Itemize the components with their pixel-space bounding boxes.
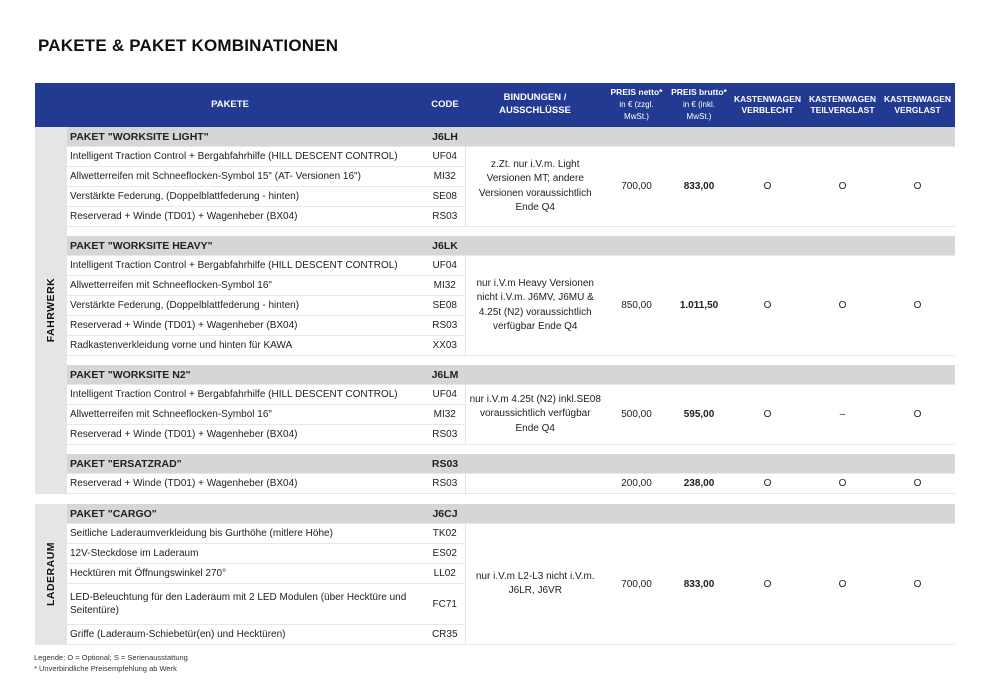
- package-bindings: nur i.V.m L2-L3 nicht i.V.m. J6LR, J6VR: [465, 524, 605, 645]
- price-netto: 500,00: [605, 385, 668, 445]
- item-code: CR35: [425, 625, 465, 645]
- section-label: FAHRWERK: [45, 278, 57, 343]
- item-description: Verstärkte Federung, (Doppelblattfederung - hinten): [67, 296, 425, 316]
- legend-line: Legende: O = Optional; S = Serienausstattung: [34, 653, 188, 662]
- package-header-row: [35, 454, 955, 474]
- price-brutto: 238,00: [668, 474, 730, 494]
- spacer-cell: [35, 494, 955, 505]
- spacer-cell: [67, 356, 955, 366]
- header-kastenwagen-verblecht: KASTENWAGEN VERBLECHT: [730, 83, 805, 127]
- item-description: 12V-Steckdose im Laderaum: [67, 544, 425, 564]
- item-description: Intelligent Traction Control + Bergabfahrhilfe (HILL DESCENT CONTROL): [67, 256, 425, 276]
- package-header-fill: [465, 504, 955, 524]
- package-header-row: [35, 127, 955, 147]
- item-description: Griffe (Laderaum-Schiebetür(en) und Hecktüren): [67, 625, 425, 645]
- package-code: J6LM: [425, 365, 465, 385]
- item-code: RS03: [425, 316, 465, 336]
- item-code: UF04: [425, 256, 465, 276]
- availability-verblecht: O: [730, 474, 805, 494]
- package-code: J6LH: [425, 127, 465, 147]
- price-netto: 850,00: [605, 256, 668, 356]
- availability-verglast: O: [880, 385, 955, 445]
- price-brutto: 1.011,50: [668, 256, 730, 356]
- side-label-fahrwerk: [35, 127, 67, 494]
- package-name: PAKET "ERSATZRAD": [67, 454, 425, 474]
- availability-verglast: O: [880, 147, 955, 227]
- package-header-fill: [465, 127, 955, 147]
- item-code: RS03: [425, 425, 465, 445]
- item-description: Allwetterreifen mit Schneeflocken-Symbol 16": [67, 405, 425, 425]
- table-row: [35, 147, 955, 167]
- package-code: J6LK: [425, 236, 465, 256]
- item-code: SE08: [425, 296, 465, 316]
- item-description: Verstärkte Federung, (Doppelblattfederung - hinten): [67, 187, 425, 207]
- item-description: Allwetterreifen mit Schneeflocken-Symbol 15" (AT- Versionen 16"): [67, 167, 425, 187]
- table-row: [35, 385, 955, 405]
- spacer-row: [35, 445, 955, 455]
- side-label-laderaum: [35, 504, 67, 645]
- item-code: MI32: [425, 167, 465, 187]
- legend: [34, 652, 188, 675]
- package-header-row: [35, 504, 955, 524]
- price-netto: 700,00: [605, 147, 668, 227]
- package-header-row: [35, 365, 955, 385]
- package-header-fill: [465, 454, 955, 474]
- table-row: [35, 524, 955, 544]
- availability-teilverglast: O: [805, 147, 880, 227]
- package-code: RS03: [425, 454, 465, 474]
- item-code: RS03: [425, 474, 465, 494]
- availability-teilverglast: O: [805, 524, 880, 645]
- packages-table: [35, 83, 955, 645]
- package-name: PAKET "CARGO": [67, 504, 425, 524]
- package-name: PAKET "WORKSITE N2": [67, 365, 425, 385]
- availability-teilverglast: O: [805, 256, 880, 356]
- price-netto: 200,00: [605, 474, 668, 494]
- package-bindings: z.Zt. nur i.V.m. Light Versionen MT; andere Versionen voraussichtlich Ende Q4: [465, 147, 605, 227]
- header-bindungen: BINDUNGEN / AUSSCHLÜSSE: [465, 83, 605, 127]
- package-header-fill: [465, 365, 955, 385]
- item-code: MI32: [425, 276, 465, 296]
- item-description: Radkastenverkleidung vorne und hinten für KAWA: [67, 336, 425, 356]
- item-description: LED-Beleuchtung für den Laderaum mit 2 LED Modulen (über Hecktüre und Seitentüre): [67, 584, 425, 625]
- package-header-row: [35, 236, 955, 256]
- header-kastenwagen-verglast: KASTENWAGEN VERGLAST: [880, 83, 955, 127]
- header-code: CODE: [425, 83, 465, 127]
- item-description: Reserverad + Winde (TD01) + Wagenheber (BX04): [67, 207, 425, 227]
- package-code: J6CJ: [425, 504, 465, 524]
- header-pakete: PAKETE: [35, 83, 425, 127]
- item-code: UF04: [425, 147, 465, 167]
- header-kastenwagen-teilverglast: KASTENWAGEN TEILVERGLAST: [805, 83, 880, 127]
- availability-verglast: O: [880, 524, 955, 645]
- item-description: Reserverad + Winde (TD01) + Wagenheber (BX04): [67, 474, 425, 494]
- header-preis-brutto: PREIS brutto* in € (inkl. MwSt.): [668, 83, 730, 127]
- item-code: MI32: [425, 405, 465, 425]
- item-code: RS03: [425, 207, 465, 227]
- price-netto: 700,00: [605, 524, 668, 645]
- spacer-cell: [67, 445, 955, 455]
- item-description: Allwetterreifen mit Schneeflocken-Symbol 16": [67, 276, 425, 296]
- legend-footnote: * Unverbindliche Preisempfehlung ab Werk: [34, 664, 177, 674]
- package-bindings: [465, 474, 605, 494]
- page-title: PAKETE & PAKET KOMBINATIONEN: [38, 36, 339, 55]
- item-description: Reserverad + Winde (TD01) + Wagenheber (BX04): [67, 316, 425, 336]
- availability-verblecht: O: [730, 256, 805, 356]
- availability-teilverglast: –: [805, 385, 880, 445]
- item-code: UF04: [425, 385, 465, 405]
- section-spacer-row: [35, 494, 955, 505]
- item-code: XX03: [425, 336, 465, 356]
- availability-verblecht: O: [730, 385, 805, 445]
- package-bindings: nur i.V.m Heavy Versionen nicht i.V.m. J6MV, J6MU & 4.25t (N2) voraussichtlich verfügbar Ende Q4: [465, 256, 605, 356]
- package-name: PAKET "WORKSITE HEAVY": [67, 236, 425, 256]
- item-code: LL02: [425, 564, 465, 584]
- package-name: PAKET "WORKSITE LIGHT": [67, 127, 425, 147]
- price-brutto: 833,00: [668, 147, 730, 227]
- header-preis-netto: PREIS netto* in € (zzgl. MwSt.): [605, 83, 668, 127]
- availability-verblecht: O: [730, 147, 805, 227]
- availability-verblecht: O: [730, 524, 805, 645]
- price-brutto: 595,00: [668, 385, 730, 445]
- item-code: ES02: [425, 544, 465, 564]
- item-description: Seitliche Laderaumverkleidung bis Gurthöhe (mitlere Höhe): [67, 524, 425, 544]
- spacer-row: [35, 227, 955, 237]
- availability-verglast: O: [880, 474, 955, 494]
- price-brutto: 833,00: [668, 524, 730, 645]
- item-code: SE08: [425, 187, 465, 207]
- item-description: Intelligent Traction Control + Bergabfahrhilfe (HILL DESCENT CONTROL): [67, 147, 425, 167]
- table-row: [35, 474, 955, 494]
- item-code: FC71: [425, 584, 465, 625]
- item-code: TK02: [425, 524, 465, 544]
- spacer-cell: [67, 227, 955, 237]
- item-description: Reserverad + Winde (TD01) + Wagenheber (BX04): [67, 425, 425, 445]
- item-description: Hecktüren mit Öffnungswinkel 270°: [67, 564, 425, 584]
- table-row: [35, 256, 955, 276]
- spacer-row: [35, 356, 955, 366]
- section-label: LADERAUM: [45, 542, 57, 607]
- availability-teilverglast: O: [805, 474, 880, 494]
- item-description: Intelligent Traction Control + Bergabfahrhilfe (HILL DESCENT CONTROL): [67, 385, 425, 405]
- package-header-fill: [465, 236, 955, 256]
- table-header-row: [35, 83, 955, 127]
- availability-verglast: O: [880, 256, 955, 356]
- package-bindings: nur i.V.m 4.25t (N2) inkl.SE08 voraussichtlich verfügbar Ende Q4: [465, 385, 605, 445]
